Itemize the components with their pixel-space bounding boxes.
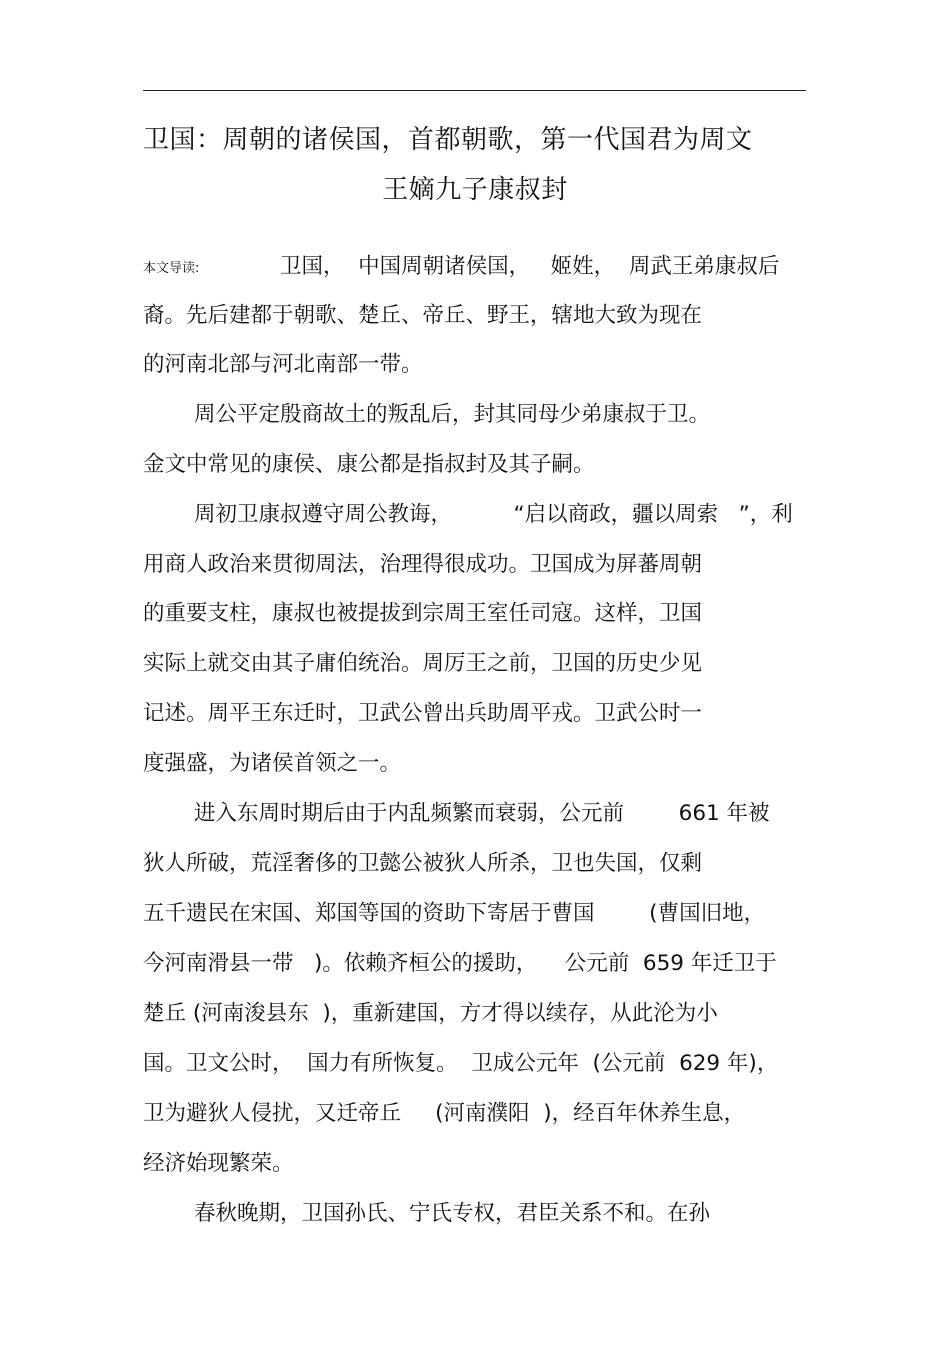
body-line-8: 的重要支柱，康叔也被提拔到宗周王室任司寇。这样，卫国 — [143, 601, 703, 626]
body-line-3: 的河南北部与河北南部一带。 — [143, 352, 423, 377]
body-line-10: 记述。周平王东迁时，卫武公曾出兵助周平戎。卫武公时一 — [143, 701, 703, 726]
body-line-1: 卫国， 中国周朝诸侯国， 姬姓， 周武王弟康叔后 — [280, 254, 780, 279]
document-title-line-1: 卫国：周朝的诸侯国，首都朝歌，第一代国君为周文 — [143, 125, 753, 155]
body-line-20: 春秋晚期，卫国孙氏、宁氏专权，君臣关系不和。在孙 — [194, 1201, 711, 1226]
body-line-11: 度强盛，为诸侯首领之一。 — [143, 751, 402, 776]
body-line-12: 进入东周时期后由于内乱频繁而衰弱，公元前 661 年被 — [194, 801, 770, 826]
body-line-14: 五千遗民在宋国、郑国等国的资助下寄居于曹国 (曹国旧地， — [143, 901, 766, 926]
document-title-line-2: 王嫡九子康叔封 — [382, 175, 568, 205]
top-rule — [143, 90, 806, 91]
lead-label: 本文导读: — [143, 261, 200, 276]
body-line-15: 今河南滑县一带 )。依赖齐桓公的援助， 公元前 659 年迁卫于 — [143, 951, 777, 976]
body-line-7: 用商人政治来贯彻周法，治理得很成功。卫国成为屏蕃周朝 — [143, 552, 703, 577]
body-line-18: 卫为避狄人侵扰，又迁帝丘 (河南濮阳 )，经百年休养生息， — [143, 1101, 746, 1126]
body-line-5: 金文中常见的康侯、康公都是指叔封及其子嗣。 — [143, 452, 595, 477]
body-line-16: 楚丘 (河南浚县东 )，重新建国，方才得以续存，从此沦为小 — [143, 1001, 718, 1026]
body-line-13: 狄人所破，荒淫奢侈的卫懿公被狄人所杀，卫也失国，仅剩 — [143, 851, 703, 876]
body-line-9: 实际上就交由其子庸伯统治。周厉王之前，卫国的历史少见 — [143, 651, 703, 676]
body-line-4: 周公平定殷商故土的叛乱后，封其同母少弟康叔于卫。 — [194, 402, 711, 427]
body-line-6: 周初卫康叔遵守周公教诲， “启以商政，疆以周索 ”，利 — [194, 502, 793, 527]
body-line-19: 经济始现繁荣。 — [143, 1151, 294, 1176]
body-line-17: 国。卫文公时， 国力有所恢复。 卫成公元年 (公元前 629 年)， — [143, 1051, 779, 1076]
body-line-2: 裔。先后建都于朝歌、楚丘、帝丘、野王，辖地大致为现在 — [143, 303, 703, 328]
